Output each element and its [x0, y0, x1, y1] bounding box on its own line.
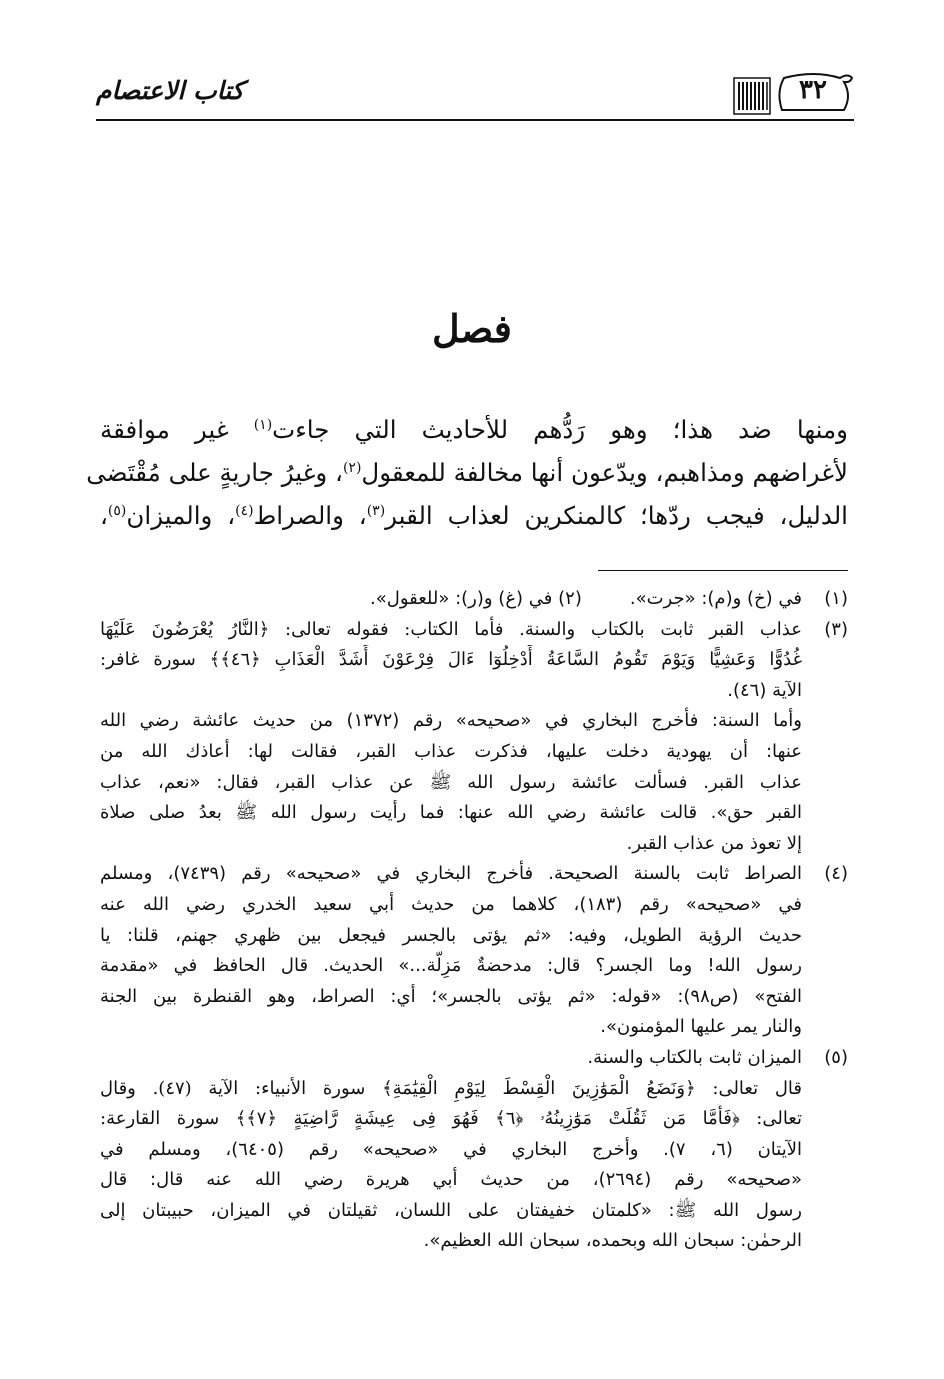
footnote-line: عنها: أن يهودية دخلت عليها، فذكرت عذاب القبر، فقالت لها: أعاذك الله من — [100, 740, 802, 762]
footnotes — [100, 584, 848, 1257]
header-ornament-icon — [732, 74, 772, 118]
main-line-text: ومنها ضد هذا؛ وهو رَدُّهم للأحاديث التي جاءت — [272, 415, 848, 444]
header-divider — [96, 119, 854, 121]
footnote-number: (٥) — [824, 1046, 848, 1068]
page-number: ٣٢ — [799, 75, 827, 105]
footnote-line: القبر حق». قالت عائشة رضي الله عنها: فما رأيت رسول الله ﷺ بعدُ صلى صلاة — [100, 802, 802, 824]
footnote-5 — [100, 1043, 848, 1257]
footnote-line: عذاب القبر. فسألت عائشة رسول الله ﷺ عن عذاب القبر، فقال: «نعم، عذاب — [100, 771, 802, 793]
main-line — [100, 408, 848, 451]
footnote-ref[interactable]: (٥) — [107, 502, 127, 519]
footnote-number: (٤) — [824, 863, 848, 885]
footnote-line: قال تعالى: ﴿وَنَضَعُ الْمَوَٰزِينَ الْقِسْطَ لِيَوْمِ الْقِيَٰمَةِ﴾ سورة الأنبياء: الآية (٤٧). وقال — [100, 1077, 802, 1099]
footnote-line: الآية (٤٦). — [727, 679, 802, 701]
footnote-ref[interactable]: (٣) — [366, 502, 386, 519]
footnote-text: في (خ) و(م): «جرت». — [629, 588, 802, 609]
footnote-text: (٢) في (غ) و(ر): «للعقول». — [370, 588, 582, 609]
footnote-1 — [100, 584, 848, 615]
footnote-line: الميزان ثابت بالكتاب والسنة. — [587, 1046, 802, 1068]
main-line-text: ، — [100, 501, 108, 530]
main-line-text: الدليل، فيجب ردّها؛ كالمنكرين لعذاب القبر — [385, 501, 848, 530]
footnote-line: في «صحيحه» رقم (١٨٣)، كلاهما من حديث أبي سعيد الخدري رضي الله عنه — [100, 893, 802, 915]
footnote-line: رسول الله! وما الجسر؟ قال: مدحضةٌ مَزِلَّة...» الحديث. قال الحافظ في «مقدمة — [100, 955, 802, 977]
main-line-text: ، وغيرُ جاريةٍ على مُقْتَضى — [86, 458, 343, 487]
footnote-line: رسول الله ﷺ: «كلمتان خفيفتان على اللسان، ثقيلتان في الميزان، حبيبتان إلى — [100, 1199, 802, 1221]
footnote-row — [100, 584, 802, 615]
footnote-line: وأما السنة: فأخرج البخاري في «صحيحه» رقم (١٣٧٢) من حديث عائشة رضي الله — [100, 710, 802, 732]
footnote-line: غُدُوًّا وَعَشِيًّا وَيَوْمَ تَقُومُ السَّاعَةُ أَدْخِلُوٓا ءَالَ فِرْعَوْنَ أَشَدَّ الْعَذَابِ ﴿٤٦﴾﴾ سورة غافر: — [100, 649, 802, 671]
footnote-line: تعالى: ﴿فَأَمَّا مَن ثَقُلَتْ مَوَٰزِينُهُۥ ﴿٦﴾ فَهُوَ فِى عِيشَةٍ رَّاضِيَةٍ ﴿٧﴾﴾ سورة القارعة: — [100, 1108, 802, 1130]
main-line-text: ، والصراط — [253, 501, 367, 530]
footnote-number: (١) — [824, 588, 848, 609]
main-line-text: لأغراضهم ومذاهبم، ويدّعون أنها مخالفة للمعقول — [361, 458, 848, 487]
footnote-ref[interactable]: (٤) — [235, 502, 254, 519]
page-number-badge — [774, 70, 854, 114]
footnote-number: (٣) — [824, 618, 848, 640]
main-line-text: ، والميزان — [126, 501, 236, 530]
footnote-ref[interactable]: (٢) — [342, 459, 362, 476]
footnote-line: والنار يمر عليها المؤمنون». — [600, 1016, 802, 1038]
main-line-text: غير موافقة — [100, 415, 254, 444]
main-line — [100, 494, 848, 537]
footnote-line: عذاب القبر ثابت بالكتاب والسنة. فأما الكتاب: فقوله تعالى: ﴿النَّارُ يُعْرَضُونَ عَلَيْهَا — [100, 618, 802, 640]
section-title: فصل — [432, 306, 512, 351]
footnote-4 — [100, 859, 848, 1043]
footnote-line: حديث الرؤية الطويل، وفيه: «ثم يؤتى بالجسر فيجعل بين ظهري جهنم، قلنا: يا — [100, 924, 802, 946]
footnote-line: الرحمٰن: سبحان الله وبحمده، سبحان الله العظيم». — [423, 1230, 802, 1252]
page-header — [96, 68, 854, 122]
footnote-line: إلا تعوذ من عذاب القبر. — [626, 832, 802, 854]
book-title: كتاب الاعتصام — [96, 76, 244, 105]
footnote-line: الآيتان (٦، ٧). وأخرج البخاري في «صحيحه» رقم (٦٤٠٥)، ومسلم في — [100, 1138, 802, 1160]
main-paragraph — [86, 408, 848, 537]
footnote-3 — [100, 615, 848, 860]
footnote-divider — [598, 570, 848, 571]
footnote-line: «صحيحه» رقم (٢٦٩٤)، من حديث أبي هريرة رضي الله عنه قال: قال — [100, 1169, 802, 1191]
footnote-line: الصراط ثابت بالسنة الصحيحة. فأخرج البخاري في «صحيحه» رقم (٧٤٣٩)، ومسلم — [100, 863, 802, 885]
footnote-line: الفتح» (ص٩٨): «قوله: «ثم يؤتى بالجسر»؛ أي: الصراط، وهو القنطرة بين الجنة — [100, 985, 802, 1007]
footnote-ref[interactable]: (١) — [253, 416, 273, 433]
main-line — [86, 451, 848, 494]
